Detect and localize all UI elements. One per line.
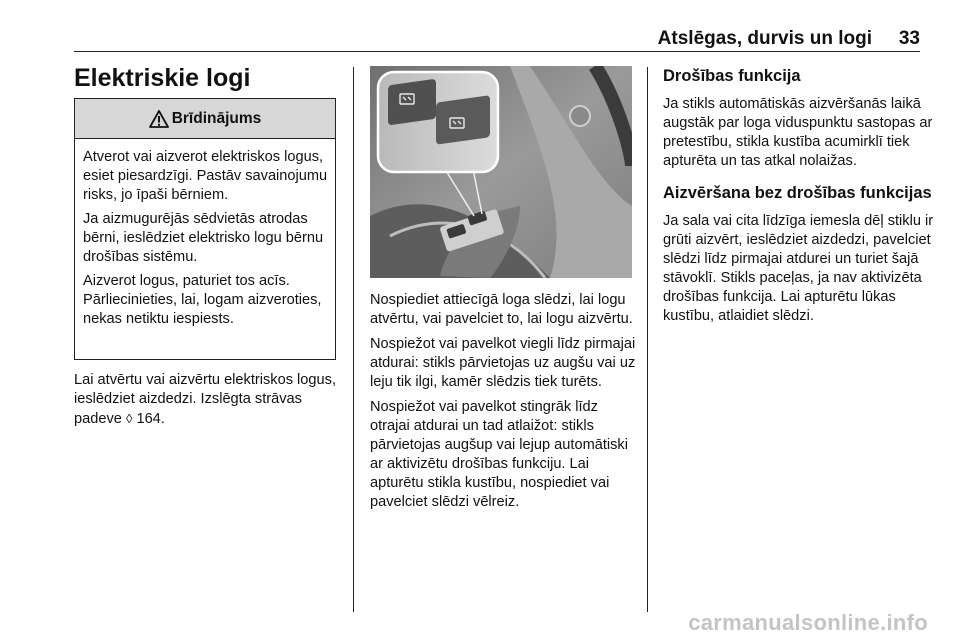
intro-text: Lai atvērtu vai aizvērtu elektriskos logus, ieslēdziet aizdedzi. Izslēgta strāvas padeve: [74, 372, 336, 427]
body-paragraph: Nospiežot vai pavelkot stingrāk līdz otrajai atdurai un tad atlaižot: stikls pārvietojas augšup vai lejup automātiski ar aktivizētu drošības funkciju. Lai apturētu stikla kustību, nospiediet vai pavelciet slēdzi vēlreiz.: [370, 399, 628, 510]
watermark: carmanualsonline.info: [688, 610, 928, 635]
header-title: Atslēgas, durvis un logi: [657, 28, 872, 49]
warning-triangle-icon: [149, 110, 169, 128]
warning-paragraph: Atverot vai aizverot elektriskos logus, esiet piesardzīgi. Pastāv savainojumu risks, jo īpaši bērniem.: [83, 149, 328, 203]
intro-paragraph: [74, 371, 339, 429]
subsection-heading: Drošības funkcija: [663, 67, 801, 85]
reference-icon: ◊: [125, 411, 133, 426]
warning-heading: Brīdinājums: [171, 109, 262, 127]
subsection-text: Ja sala vai cita līdzīga iemesla dēļ stiklu ir grūti aizvērt, ieslēdziet aizdedzi, pavelciet slēdzi līdz pirmajai atdurei un turiet šajā stāvoklī. Stikls paceļas, ja nav aktivizēta drošības funkcija. Lai apturētu lūkas kustību, atlaidiet slēdzi.: [663, 213, 934, 324]
warning-header: [75, 99, 335, 139]
body-paragraph: Nospiediet attiecīgā loga slēdzi, lai logu atvērtu, vai pavelciet to, lai logu aizvērtu.: [370, 292, 633, 327]
column2-text: [370, 291, 638, 518]
section-title: Elektriskie logi: [74, 64, 251, 92]
warning-paragraph: Ja aizmugurējās sēdvietās atrodas bērni, ieslēdziet elektrisko logu bērnu drošības sistēmu.: [83, 211, 324, 265]
column3: [663, 66, 938, 338]
reference-link[interactable]: 164.: [136, 411, 165, 427]
warning-box: [74, 98, 336, 360]
subsection-text: Ja stikls automātiskās aizvēršanās laikā augstāk par loga viduspunktu sastopas ar pretestību, stikla kustība acumirklī tiek apturēta un tas atkal nolaižas.: [663, 96, 933, 169]
warning-body: [75, 139, 335, 329]
warning-paragraph: Aizverot logus, paturiet tos acīs. Pārliecinieties, lai, logam aizveroties, nekas netiktu iespiests.: [83, 273, 322, 327]
body-paragraph: Nospiežot vai pavelkot viegli līdz pirmajai atdurai: stikls pārvietojas uz augšu vai uz leju tik ilgi, kamēr slēdzis tiek turēts.: [370, 336, 636, 390]
column1-text: [74, 371, 339, 429]
subsection-heading: Aizvēršana bez drošības funkcijas: [663, 184, 932, 202]
column-divider-left: [353, 67, 354, 612]
window-switch-figure: [370, 66, 632, 278]
page-number: 33: [898, 28, 920, 49]
header-rule: [74, 51, 920, 52]
column-divider-right: [647, 67, 648, 612]
